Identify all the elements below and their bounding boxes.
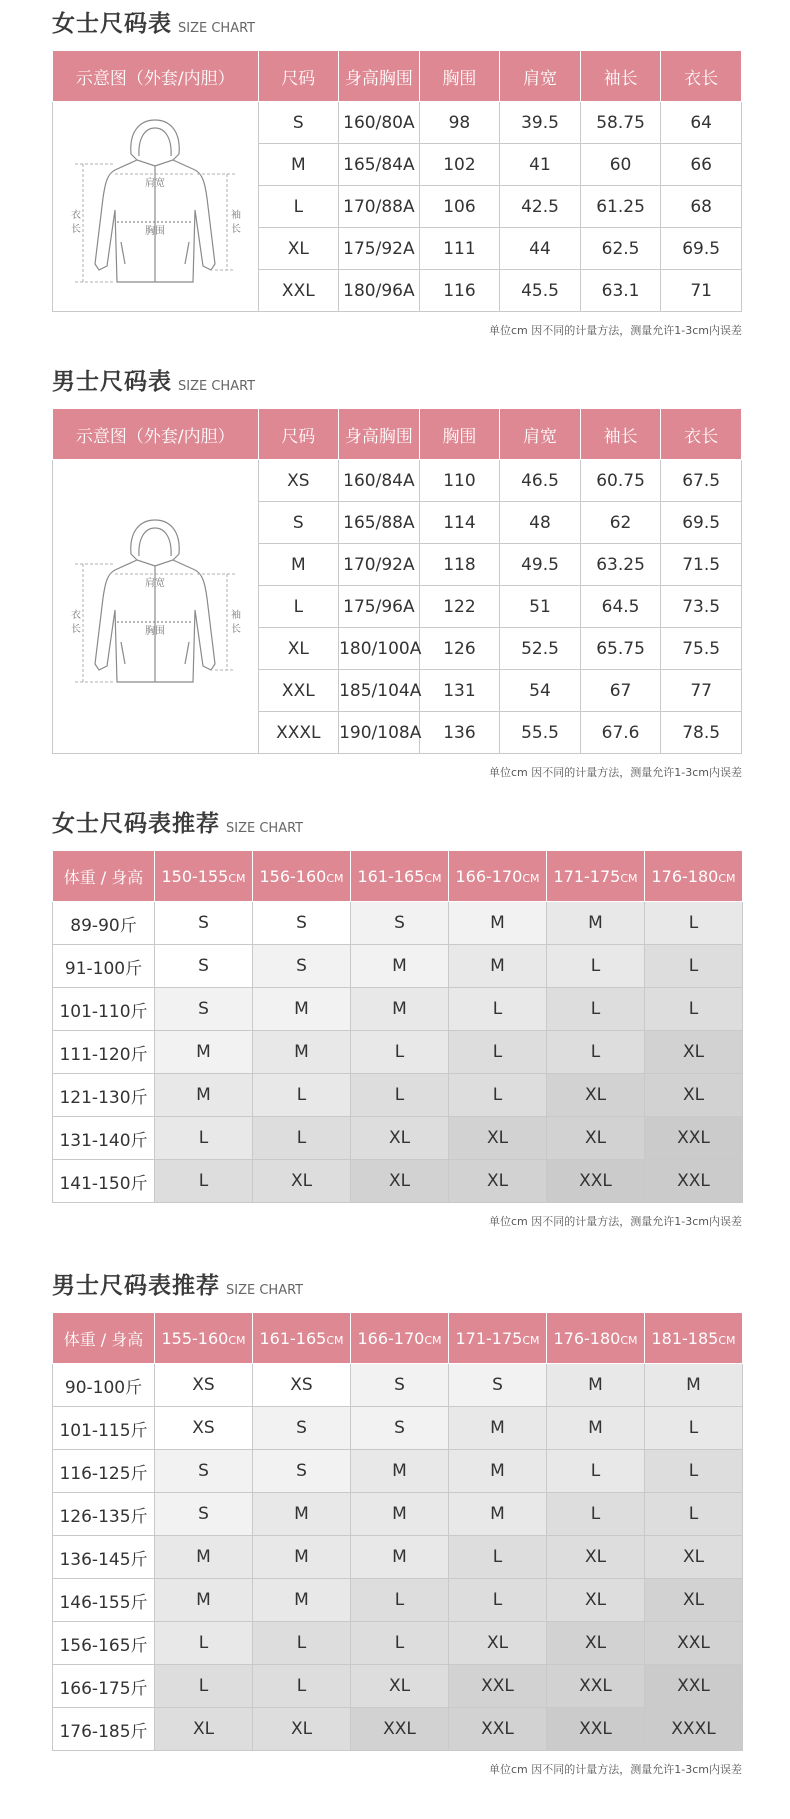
size-cell: M (449, 945, 547, 988)
size-cell: M (155, 1031, 253, 1074)
section-title: 女士尺码表推荐 (52, 811, 220, 837)
table-cell: 41 (500, 144, 581, 186)
table-cell: 55.5 (500, 712, 581, 754)
height-range: 161-165 (357, 866, 425, 886)
header-row (53, 851, 743, 902)
table-cell: 62 (580, 502, 661, 544)
height-header (155, 1313, 253, 1364)
size-cell: XL (547, 1074, 645, 1117)
height-header (449, 1313, 547, 1364)
men-size-heading (52, 358, 742, 396)
size-cell: M (253, 988, 351, 1031)
size-cell: M (547, 1407, 645, 1450)
men-size-table (52, 408, 742, 754)
size-cell: XL (645, 1074, 743, 1117)
corner-header: 体重 / 身高 (53, 851, 155, 902)
size-cell: L (449, 1074, 547, 1117)
women-size-section (52, 0, 742, 338)
size-cell: M (645, 1364, 743, 1407)
height-range: 150-155 (161, 866, 229, 886)
table-row (53, 1622, 743, 1665)
size-cell: XL (645, 1031, 743, 1074)
column-header: 衣长 (661, 51, 742, 102)
table-cell: 98 (419, 102, 500, 144)
table-cell: 131 (419, 670, 500, 712)
table-cell: L (258, 186, 339, 228)
table-row (53, 988, 743, 1031)
diagram-cell (53, 102, 259, 312)
table-row (53, 1031, 743, 1074)
label-chest: 胸围 (145, 226, 166, 237)
table-row (53, 460, 742, 502)
table-cell: 46.5 (500, 460, 581, 502)
table-cell: 58.75 (580, 102, 661, 144)
table-row (53, 1579, 743, 1622)
weight-cell: 126-135斤 (53, 1493, 155, 1536)
column-header: 袖长 (580, 51, 661, 102)
size-cell: M (351, 945, 449, 988)
size-cell: XL (351, 1117, 449, 1160)
label-sleeve-2: 长 (231, 224, 242, 235)
size-cell: L (645, 1407, 743, 1450)
column-header: 示意图（外套/内胆） (53, 409, 259, 460)
height-unit: CM (718, 1333, 736, 1347)
column-header: 袖长 (580, 409, 661, 460)
size-cell: S (155, 1450, 253, 1493)
table-cell: 64 (661, 102, 742, 144)
size-cell: XS (253, 1364, 351, 1407)
size-cell: S (155, 902, 253, 945)
weight-cell: 116-125斤 (53, 1450, 155, 1493)
jacket-diagram-icon (55, 514, 255, 694)
diagram-cell (53, 460, 259, 754)
size-cell: S (449, 1364, 547, 1407)
label-sleeve-1: 袖 (231, 610, 242, 621)
column-header: 衣长 (661, 409, 742, 460)
table-cell: 45.5 (500, 270, 581, 312)
size-cell: S (253, 1450, 351, 1493)
height-header (547, 851, 645, 902)
table-cell: 71.5 (661, 544, 742, 586)
size-cell: L (253, 1117, 351, 1160)
men-rec-section (52, 1262, 742, 1777)
size-cell: XL (547, 1579, 645, 1622)
height-header (547, 1313, 645, 1364)
table-cell: 51 (500, 586, 581, 628)
table-cell: 102 (419, 144, 500, 186)
table-cell: 78.5 (661, 712, 742, 754)
size-cell: XL (547, 1117, 645, 1160)
weight-cell: 101-115斤 (53, 1407, 155, 1450)
height-range: 171-175 (455, 1328, 523, 1348)
table-cell: XS (258, 460, 339, 502)
size-cell: L (645, 902, 743, 945)
size-cell: L (547, 1031, 645, 1074)
table-cell: 77 (661, 670, 742, 712)
size-cell: L (547, 945, 645, 988)
size-cell: L (645, 988, 743, 1031)
women-rec-table (52, 850, 743, 1203)
men-size-section (52, 358, 742, 780)
table-cell: 61.25 (580, 186, 661, 228)
table-cell: 67.5 (661, 460, 742, 502)
section-title: 男士尺码表推荐 (52, 1273, 220, 1299)
table-row (53, 1450, 743, 1493)
women-rec-note: 单位cm 因不同的计量方法，测量允许1-3cm内误差 (489, 1215, 742, 1228)
table-cell: 110 (419, 460, 500, 502)
section-title: 女士尺码表 (52, 11, 172, 37)
size-cell: M (351, 1450, 449, 1493)
weight-cell: 136-145斤 (53, 1536, 155, 1579)
size-cell: M (351, 988, 449, 1031)
size-cell: L (351, 1074, 449, 1117)
section-subtitle: SIZE CHART (178, 21, 256, 36)
height-unit: CM (522, 1333, 540, 1347)
height-header (253, 1313, 351, 1364)
weight-cell: 90-100斤 (53, 1364, 155, 1407)
size-cell: XL (351, 1160, 449, 1203)
height-header (253, 851, 351, 902)
size-cell: L (155, 1160, 253, 1203)
section-subtitle: SIZE CHART (226, 821, 304, 836)
table-cell: 63.1 (580, 270, 661, 312)
table-row (53, 945, 743, 988)
size-cell: XS (155, 1364, 253, 1407)
weight-cell: 146-155斤 (53, 1579, 155, 1622)
table-cell: 69.5 (661, 502, 742, 544)
size-cell: M (547, 1364, 645, 1407)
table-cell: 67 (580, 670, 661, 712)
table-row (53, 1074, 743, 1117)
label-length-2: 长 (71, 224, 82, 235)
size-cell: XXL (547, 1160, 645, 1203)
height-header (351, 1313, 449, 1364)
size-cell: S (253, 945, 351, 988)
size-cell: XXL (449, 1665, 547, 1708)
height-unit: CM (326, 871, 344, 885)
table-row (53, 1117, 743, 1160)
section-title: 男士尺码表 (52, 369, 172, 395)
table-cell: 170/88A (339, 186, 420, 228)
corner-header: 体重 / 身高 (53, 1313, 155, 1364)
weight-cell: 166-175斤 (53, 1665, 155, 1708)
size-cell: XL (155, 1708, 253, 1751)
size-cell: XL (449, 1160, 547, 1203)
table-cell: 39.5 (500, 102, 581, 144)
men-rec-note: 单位cm 因不同的计量方法，测量允许1-3cm内误差 (489, 1763, 742, 1776)
table-cell: 44 (500, 228, 581, 270)
size-cell: XXL (547, 1708, 645, 1751)
table-cell: 170/92A (339, 544, 420, 586)
size-cell: S (155, 1493, 253, 1536)
header-row (53, 409, 742, 460)
size-cell: L (645, 945, 743, 988)
size-cell: XL (351, 1665, 449, 1708)
table-cell: 52.5 (500, 628, 581, 670)
table-cell: 60 (580, 144, 661, 186)
size-cell: XS (155, 1407, 253, 1450)
table-cell: 73.5 (661, 586, 742, 628)
table-cell: L (258, 586, 339, 628)
height-range: 156-160 (259, 866, 327, 886)
column-header: 肩宽 (500, 51, 581, 102)
size-cell: S (253, 1407, 351, 1450)
section-subtitle: SIZE CHART (226, 1283, 304, 1298)
height-header (645, 851, 743, 902)
column-header: 肩宽 (500, 409, 581, 460)
size-cell: XXL (645, 1117, 743, 1160)
table-cell: 165/88A (339, 502, 420, 544)
size-cell: M (253, 1493, 351, 1536)
size-cell: XXL (645, 1665, 743, 1708)
table-row (53, 1493, 743, 1536)
size-cell: XXL (351, 1708, 449, 1751)
size-cell: L (351, 1031, 449, 1074)
women-rec-section (52, 800, 742, 1229)
height-range: 161-165 (259, 1328, 327, 1348)
table-cell: 48 (500, 502, 581, 544)
column-header: 身高胸围 (339, 51, 420, 102)
table-cell: 65.75 (580, 628, 661, 670)
size-cell: M (253, 1031, 351, 1074)
header-row (53, 1313, 743, 1364)
label-shoulder: 肩宽 (145, 578, 166, 589)
table-cell: S (258, 102, 339, 144)
weight-cell: 111-120斤 (53, 1031, 155, 1074)
weight-cell: 121-130斤 (53, 1074, 155, 1117)
table-cell: 62.5 (580, 228, 661, 270)
table-cell: 136 (419, 712, 500, 754)
table-cell: XXL (258, 270, 339, 312)
table-cell: 116 (419, 270, 500, 312)
size-cell: M (351, 1536, 449, 1579)
size-cell: S (351, 1407, 449, 1450)
height-header (351, 851, 449, 902)
size-cell: M (253, 1536, 351, 1579)
men-rec-heading (52, 1262, 742, 1300)
women-size-table (52, 50, 742, 312)
size-cell: L (449, 1536, 547, 1579)
table-cell: XXL (258, 670, 339, 712)
table-cell: 175/92A (339, 228, 420, 270)
table-cell: 49.5 (500, 544, 581, 586)
height-unit: CM (620, 1333, 638, 1347)
label-sleeve-1: 袖 (231, 210, 242, 221)
height-unit: CM (424, 871, 442, 885)
table-cell: XL (258, 228, 339, 270)
table-cell: 75.5 (661, 628, 742, 670)
size-cell: XL (645, 1579, 743, 1622)
height-unit: CM (326, 1333, 344, 1347)
table-cell: 185/104A (339, 670, 420, 712)
table-cell: 190/108A (339, 712, 420, 754)
size-cell: L (155, 1117, 253, 1160)
size-cell: XL (547, 1622, 645, 1665)
label-length-1: 衣 (71, 210, 82, 221)
weight-cell: 91-100斤 (53, 945, 155, 988)
size-cell: L (645, 1450, 743, 1493)
size-cell: M (449, 1493, 547, 1536)
size-cell: XL (253, 1708, 351, 1751)
size-cell: L (547, 988, 645, 1031)
table-row (53, 902, 743, 945)
size-cell: L (351, 1622, 449, 1665)
table-cell: 165/84A (339, 144, 420, 186)
height-unit: CM (522, 871, 540, 885)
table-row (53, 1708, 743, 1751)
column-header: 示意图（外套/内胆） (53, 51, 259, 102)
height-range: 171-175 (553, 866, 621, 886)
height-unit: CM (718, 871, 736, 885)
height-range: 155-160 (161, 1328, 229, 1348)
table-cell: 180/100A (339, 628, 420, 670)
table-cell: XXXL (258, 712, 339, 754)
table-cell: 67.6 (580, 712, 661, 754)
table-row (53, 1160, 743, 1203)
table-cell: 68 (661, 186, 742, 228)
label-chest: 胸围 (145, 626, 166, 637)
weight-cell: 176-185斤 (53, 1708, 155, 1751)
size-cell: S (351, 1364, 449, 1407)
table-cell: 126 (419, 628, 500, 670)
size-cell: M (449, 1407, 547, 1450)
size-cell: L (155, 1665, 253, 1708)
column-header: 胸围 (419, 51, 500, 102)
size-cell: L (645, 1493, 743, 1536)
table-cell: 118 (419, 544, 500, 586)
table-cell: 69.5 (661, 228, 742, 270)
height-unit: CM (228, 1333, 246, 1347)
size-cell: XXXL (645, 1708, 743, 1751)
table-cell: S (258, 502, 339, 544)
height-range: 176-180 (651, 866, 719, 886)
size-cell: M (155, 1579, 253, 1622)
table-row (53, 1364, 743, 1407)
size-cell: S (351, 902, 449, 945)
height-header (449, 851, 547, 902)
women-size-note: 单位cm 因不同的计量方法，测量允许1-3cm内误差 (489, 324, 742, 337)
size-cell: L (449, 1031, 547, 1074)
table-cell: M (258, 544, 339, 586)
size-cell: L (547, 1493, 645, 1536)
men-rec-table (52, 1312, 743, 1751)
size-cell: XL (449, 1117, 547, 1160)
weight-cell: 156-165斤 (53, 1622, 155, 1665)
size-cell: XL (547, 1536, 645, 1579)
label-shoulder: 肩宽 (145, 178, 166, 189)
size-cell: S (155, 945, 253, 988)
table-cell: M (258, 144, 339, 186)
label-sleeve-2: 长 (231, 624, 242, 635)
header-row (53, 51, 742, 102)
size-cell: L (253, 1074, 351, 1117)
size-cell: M (449, 902, 547, 945)
table-cell: 160/84A (339, 460, 420, 502)
weight-cell: 101-110斤 (53, 988, 155, 1031)
size-cell: L (155, 1622, 253, 1665)
column-header: 身高胸围 (339, 409, 420, 460)
size-cell: M (155, 1074, 253, 1117)
size-cell: L (253, 1622, 351, 1665)
weight-cell: 141-150斤 (53, 1160, 155, 1203)
size-cell: XL (645, 1536, 743, 1579)
height-unit: CM (620, 871, 638, 885)
size-cell: XL (253, 1160, 351, 1203)
table-cell: 63.25 (580, 544, 661, 586)
column-header: 胸围 (419, 409, 500, 460)
table-cell: 60.75 (580, 460, 661, 502)
size-cell: L (449, 988, 547, 1031)
table-cell: XL (258, 628, 339, 670)
height-range: 166-170 (455, 866, 523, 886)
height-range: 166-170 (357, 1328, 425, 1348)
size-cell: L (351, 1579, 449, 1622)
size-cell: M (253, 1579, 351, 1622)
table-row (53, 102, 742, 144)
women-rec-heading (52, 800, 742, 838)
table-row (53, 1407, 743, 1450)
table-row (53, 1665, 743, 1708)
weight-cell: 131-140斤 (53, 1117, 155, 1160)
size-cell: M (155, 1536, 253, 1579)
height-unit: CM (424, 1333, 442, 1347)
column-header: 尺码 (258, 409, 339, 460)
table-cell: 64.5 (580, 586, 661, 628)
size-cell: L (449, 1579, 547, 1622)
table-cell: 42.5 (500, 186, 581, 228)
size-cell: L (253, 1665, 351, 1708)
men-size-note: 单位cm 因不同的计量方法，测量允许1-3cm内误差 (489, 766, 742, 779)
column-header: 尺码 (258, 51, 339, 102)
height-unit: CM (228, 871, 246, 885)
label-length-2: 长 (71, 624, 82, 635)
height-range: 176-180 (553, 1328, 621, 1348)
table-cell: 114 (419, 502, 500, 544)
size-cell: M (351, 1493, 449, 1536)
size-cell: S (155, 988, 253, 1031)
size-cell: XXL (547, 1665, 645, 1708)
table-cell: 175/96A (339, 586, 420, 628)
table-row (53, 1536, 743, 1579)
size-cell: XXL (449, 1708, 547, 1751)
jacket-diagram-icon (55, 114, 255, 294)
weight-cell: 89-90斤 (53, 902, 155, 945)
women-size-heading (52, 0, 742, 38)
size-cell: XXL (645, 1160, 743, 1203)
size-cell: S (253, 902, 351, 945)
table-cell: 180/96A (339, 270, 420, 312)
label-length-1: 衣 (71, 610, 82, 621)
table-cell: 160/80A (339, 102, 420, 144)
height-range: 181-185 (651, 1328, 719, 1348)
size-cell: XXL (645, 1622, 743, 1665)
height-header (155, 851, 253, 902)
table-cell: 54 (500, 670, 581, 712)
table-cell: 111 (419, 228, 500, 270)
size-cell: XL (449, 1622, 547, 1665)
table-cell: 71 (661, 270, 742, 312)
table-cell: 66 (661, 144, 742, 186)
size-cell: M (547, 902, 645, 945)
size-cell: M (449, 1450, 547, 1493)
size-cell: L (547, 1450, 645, 1493)
table-cell: 106 (419, 186, 500, 228)
table-cell: 122 (419, 586, 500, 628)
height-header (645, 1313, 743, 1364)
section-subtitle: SIZE CHART (178, 379, 256, 394)
